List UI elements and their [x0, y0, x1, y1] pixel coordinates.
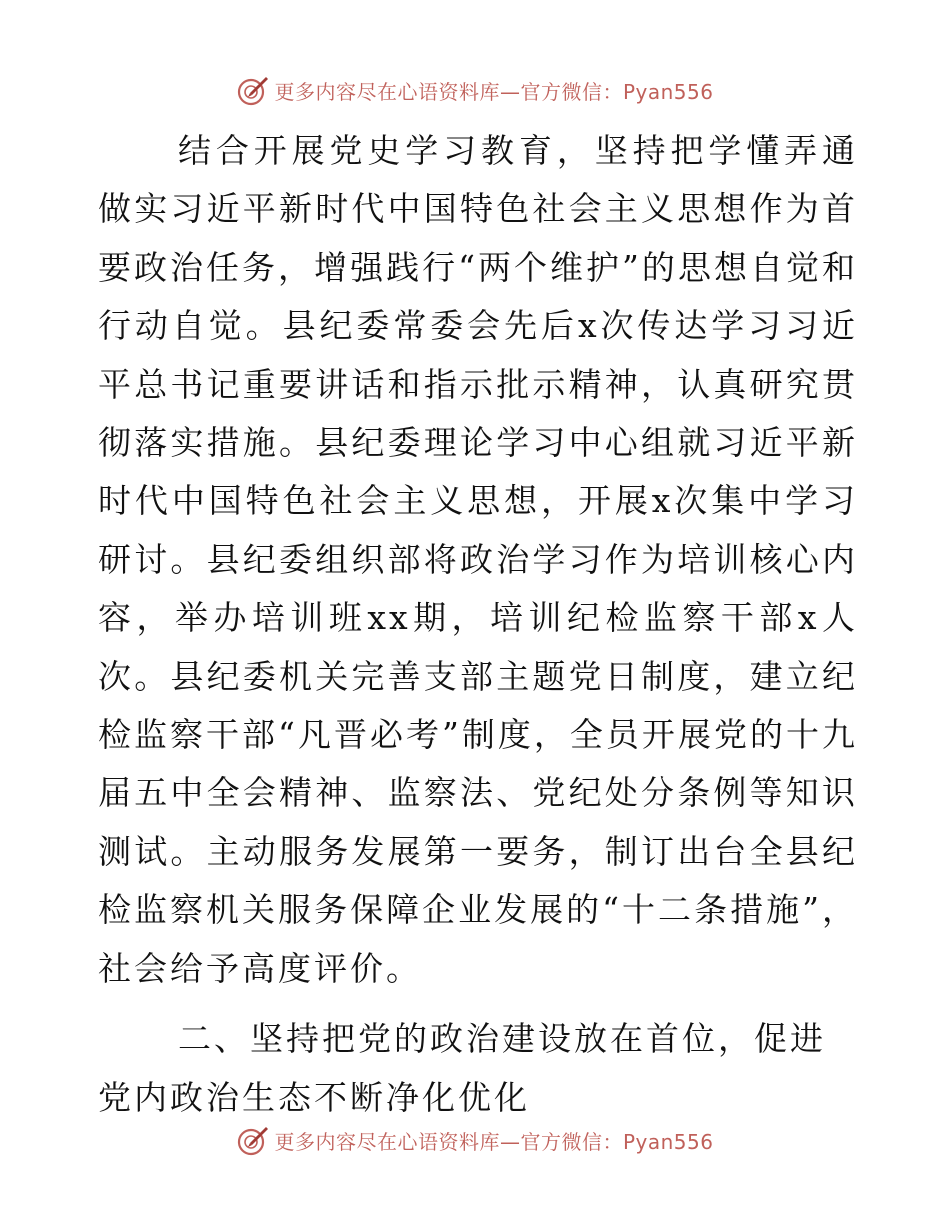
watermark-header — [0, 70, 950, 110]
body-paragraph: 结合开展党史学习教育，坚持把学懂弄通做实习近平新时代中国特色社会主义思想作为首要政治任务，增强践行“两个维护”的思想自觉和行动自觉。县纪委常委会先后x次传达学习习近平总书记重要讲话和指示批示精神，认真研究贯彻落实措施。县纪委理论学习中心组就习近平新时代中国特色社会主义思想，开展x次集中学习研讨。县纪委组织部将政治学习作为培训核心内容，举办培训班xx期，培训纪检监察干部x人次。县纪委机关完善支部主题党日制度，建立纪检监察干部“凡晋必考”制度，全员开展党的十九届五中全会精神、监察法、党纪处分条例等知识测试。主动服务发展第一要务，制订出台全县纪检监察机关服务保障企业发展的“十二条措施”，社会给予高度评价。 — [98, 131, 858, 988]
quill-seal-icon — [236, 73, 270, 107]
section-heading: 二、坚持把党的政治建设放在首位，促进党内政治生态不断净化优化 — [98, 1019, 826, 1117]
quill-seal-icon — [236, 1123, 270, 1157]
watermark-text: 更多内容尽在心语资料库—官方微信：Pyan556 — [274, 1129, 714, 1154]
document-body — [98, 122, 858, 1127]
watermark-footer — [0, 1120, 950, 1160]
watermark-text: 更多内容尽在心语资料库—官方微信：Pyan556 — [274, 79, 714, 104]
